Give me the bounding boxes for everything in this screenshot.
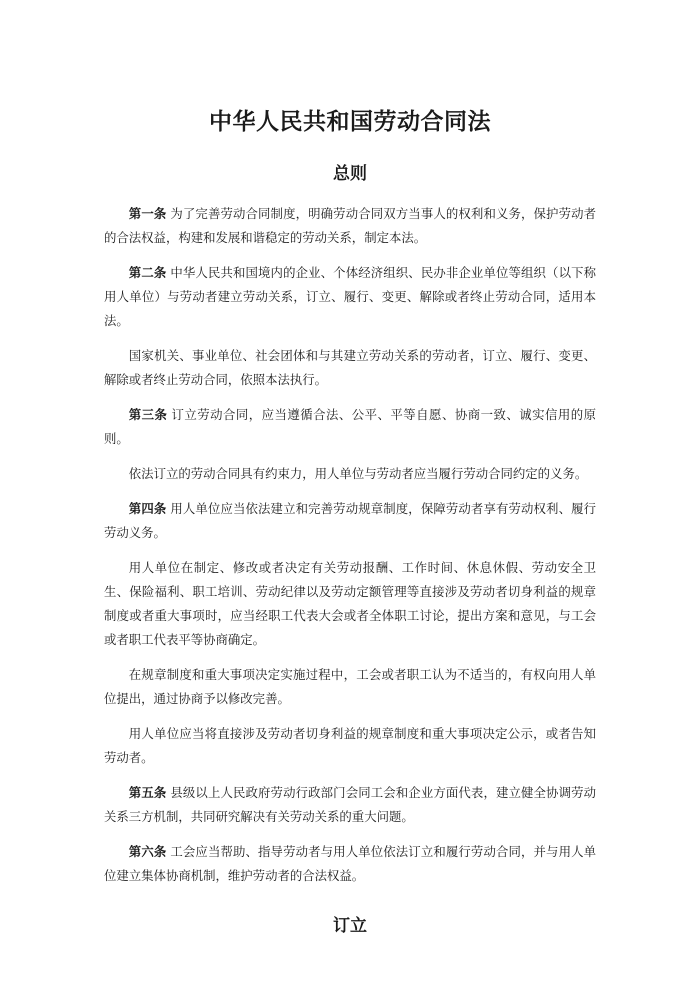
paragraph-article-2 [104, 261, 596, 333]
paragraph-text: 用人单位在制定、修改或者决定有关劳动报酬、工作时间、休息休假、劳动安全卫生、保险福利、职工培训、劳动纪律以及劳动定额管理等直接涉及劳动者切身利益的规章制度或者重大事项时，应当经职工代表大会或者全体职工讨论，提出方案和意见，与工会或者职工代表平等协商确定。 [104, 560, 596, 647]
paragraph-article-3 [104, 403, 596, 451]
section-heading-conclusion: 订立 [333, 916, 367, 936]
paragraph-article-6 [104, 840, 596, 888]
paragraph-article-2-clause-2 [104, 344, 596, 392]
paragraph-article-4-clause-4 [104, 722, 596, 770]
article-number: 第三条 [128, 407, 168, 422]
article-number: 第六条 [128, 844, 167, 859]
article-number: 第四条 [128, 501, 167, 516]
paragraph-text: 依法订立的劳动合同具有约束力，用人单位与劳动者应当履行劳动合同约定的义务。 [128, 466, 588, 481]
document-title: 中华人民共和国劳动合同法 [209, 109, 491, 135]
paragraph-text: 订立劳动合同，应当遵循合法、公平、平等自愿、协商一致、诚实信用的原则。 [104, 407, 597, 446]
paragraph-article-4-clause-3 [104, 663, 596, 711]
paragraph-text: 在规章制度和重大事项决定实施过程中，工会或者职工认为不适当的，有权向用人单位提出，通过协商予以修改完善。 [104, 667, 596, 706]
paragraph-article-1 [104, 202, 596, 250]
paragraph-article-4 [104, 497, 596, 545]
paragraph-text: 用人单位应当依法建立和完善劳动规章制度，保障劳动者享有劳动权利、履行劳动义务。 [104, 501, 597, 540]
paragraph-text: 用人单位应当将直接涉及劳动者切身利益的规章制度和重大事项决定公示，或者告知劳动者。 [104, 726, 596, 765]
article-number: 第二条 [128, 265, 167, 280]
section-heading-general-provisions: 总则 [333, 164, 367, 184]
article-number: 第五条 [128, 785, 167, 800]
paragraph-article-3-clause-2 [104, 462, 596, 486]
paragraph-article-5 [104, 781, 596, 829]
article-number: 第一条 [128, 206, 167, 221]
paragraph-text: 国家机关、事业单位、社会团体和与其建立劳动关系的劳动者，订立、履行、变更、解除或者终止劳动合同，依照本法执行。 [104, 348, 596, 387]
paragraph-text: 为了完善劳动合同制度，明确劳动合同双方当事人的权利和义务，保护劳动者的合法权益，构建和发展和谐稳定的劳动关系，制定本法。 [104, 206, 597, 245]
paragraph-text: 县级以上人民政府劳动行政部门会同工会和企业方面代表，建立健全协调劳动关系三方机制，共同研究解决有关劳动关系的重大问题。 [104, 785, 597, 824]
paragraph-article-4-clause-2 [104, 556, 596, 652]
paragraph-text: 中华人民共和国境内的企业、个体经济组织、民办非企业单位等组织（以下称用人单位）与劳动者建立劳动关系，订立、履行、变更、解除或者终止劳动合同，适用本法。 [104, 265, 597, 328]
paragraph-text: 工会应当帮助、指导劳动者与用人单位依法订立和履行劳动合同，并与用人单位建立集体协商机制，维护劳动者的合法权益。 [104, 844, 597, 883]
